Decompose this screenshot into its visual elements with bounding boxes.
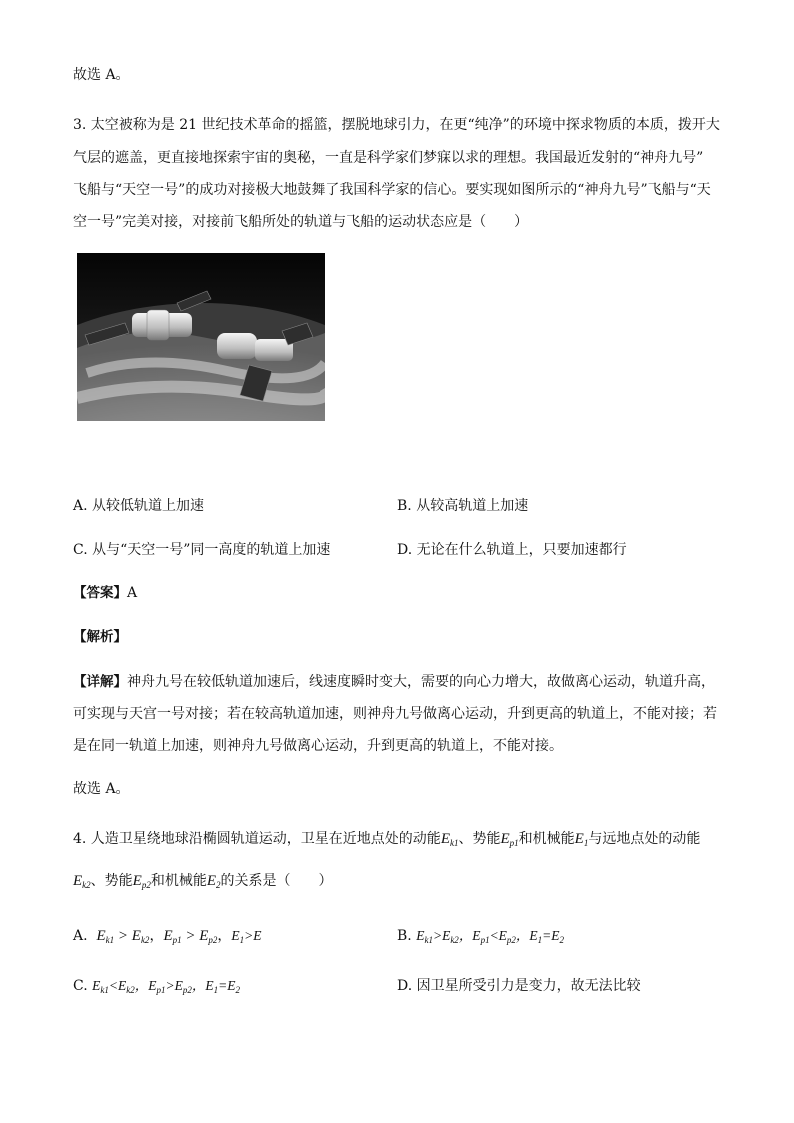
e1-symbol: $E_1$ <box>574 831 589 848</box>
detail-tag: 【详解】 <box>73 674 127 690</box>
q4-option-c-label: C. <box>73 978 88 994</box>
q4-stem-line-1 <box>73 829 700 853</box>
q4-text-1b: 、势能 <box>458 831 501 847</box>
answer-value: A <box>127 585 138 601</box>
previous-conclusion: 故选 A。 <box>73 67 130 83</box>
q3-conclusion: 故选 A。 <box>73 781 130 797</box>
q4-option-c-formula: $E_{k1}<E_{k2}$，$E_{p1}>E_{p2}$，$E_1=E_2$ <box>92 978 240 995</box>
q4-text-1a: 4. 人造卫星绕地球沿椭圆轨道运动，卫星在近地点处的动能 <box>73 831 441 847</box>
spacecraft-illustration <box>77 253 325 421</box>
q4-option-a-tail: E <box>253 928 262 943</box>
ep1-symbol: $E_{p1}$ <box>500 831 519 848</box>
analysis-tag: 【解析】 <box>73 629 127 645</box>
q3-option-a[interactable]: A. 从较低轨道上加速 <box>73 498 205 514</box>
q4-text-1d: 与远地点处的动能 <box>588 831 701 847</box>
q3-answer <box>73 583 137 603</box>
ek1-symbol: $E_{k1}$ <box>440 831 459 848</box>
q4-option-c[interactable] <box>73 976 240 1000</box>
q3-stem-line-3: 飞船与“天空一号”的成功对接极大地鼓舞了我国科学家的信心。要实现如图所示的“神舟九号”飞船与“天 <box>73 182 711 198</box>
q3-stem-line-4: 空一号”完美对接，对接前飞船所处的轨道与飞船的运动状态应是（ ） <box>73 214 529 230</box>
q4-option-b-label: B. <box>397 928 412 944</box>
q4-option-a-formula: $E_{k1} > E_{k2}$ <box>96 928 150 945</box>
q4-option-a-formula-3: $E_1>$ <box>231 928 254 945</box>
q4-option-a-formula-2: $E_{p1} > E_{p2}$ <box>163 928 218 945</box>
q3-detail-line-3: 是在同一轨道上加速，则神舟九号做离心运动，升到更高的轨道上，不能对接。 <box>73 738 563 754</box>
detail-text-1: 神舟九号在较低轨道加速后，线速度瞬时变大，需要的向心力增大，故做离心运动，轨道升高， <box>127 674 715 690</box>
ek2-symbol: $E_{k2}$ <box>73 873 91 890</box>
e2-symbol: $E_2$ <box>206 873 221 890</box>
q4-text-2c: 的关系是（ ） <box>220 873 333 889</box>
q3-analysis-heading <box>73 627 127 647</box>
q4-text-2a: 、势能 <box>90 873 133 889</box>
q4-stem-line-2 <box>73 871 333 895</box>
answer-tag: 【答案】 <box>73 585 127 601</box>
q4-option-b-formula: $E_{k1}>E_{k2}$，$E_{p1}<E_{p2}$，$E_1=E_2$ <box>416 928 565 945</box>
q4-text-2b: 和机械能 <box>150 873 207 889</box>
q4-text-1c: 和机械能 <box>518 831 575 847</box>
q3-option-c[interactable]: C. 从与“天空一号”同一高度的轨道上加速 <box>73 542 331 558</box>
spacecraft-docking-photo <box>77 253 325 421</box>
q3-option-b[interactable]: B. 从较高轨道上加速 <box>397 498 529 514</box>
q4-option-b[interactable] <box>397 926 564 950</box>
q4-option-a-label: A. <box>73 928 88 944</box>
q3-stem-line-2: 气层的遮盖，更直接地探索宇宙的奥秘，一直是科学家们梦寐以求的理想。我国最近发射的“神舟九号” <box>73 150 704 166</box>
q3-detail-line-2: 可实现与天宫一号对接；若在较高轨道加速，则神舟九号做离心运动，升到更高的轨道上，不能对接；若 <box>73 706 717 722</box>
q4-option-d[interactable]: D. 因卫星所受引力是变力，故无法比较 <box>397 978 641 994</box>
q3-stem-line-1: 3. 太空被称为是 21 世纪技术革命的摇篮，摆脱地球引力，在更“纯净”的环境中探求物质的本质，拨开大 <box>73 117 720 133</box>
q3-option-d[interactable]: D. 无论在什么轨道上，只要加速都行 <box>397 542 627 558</box>
q3-detail-line-1 <box>73 672 715 692</box>
q4-option-a[interactable]: A. $E_{k1} > E_{k2}$，$E_{p1} > E_{p2}$，$E_1>E$ <box>73 928 262 945</box>
ep2-symbol: $E_{p2}$ <box>132 873 151 890</box>
